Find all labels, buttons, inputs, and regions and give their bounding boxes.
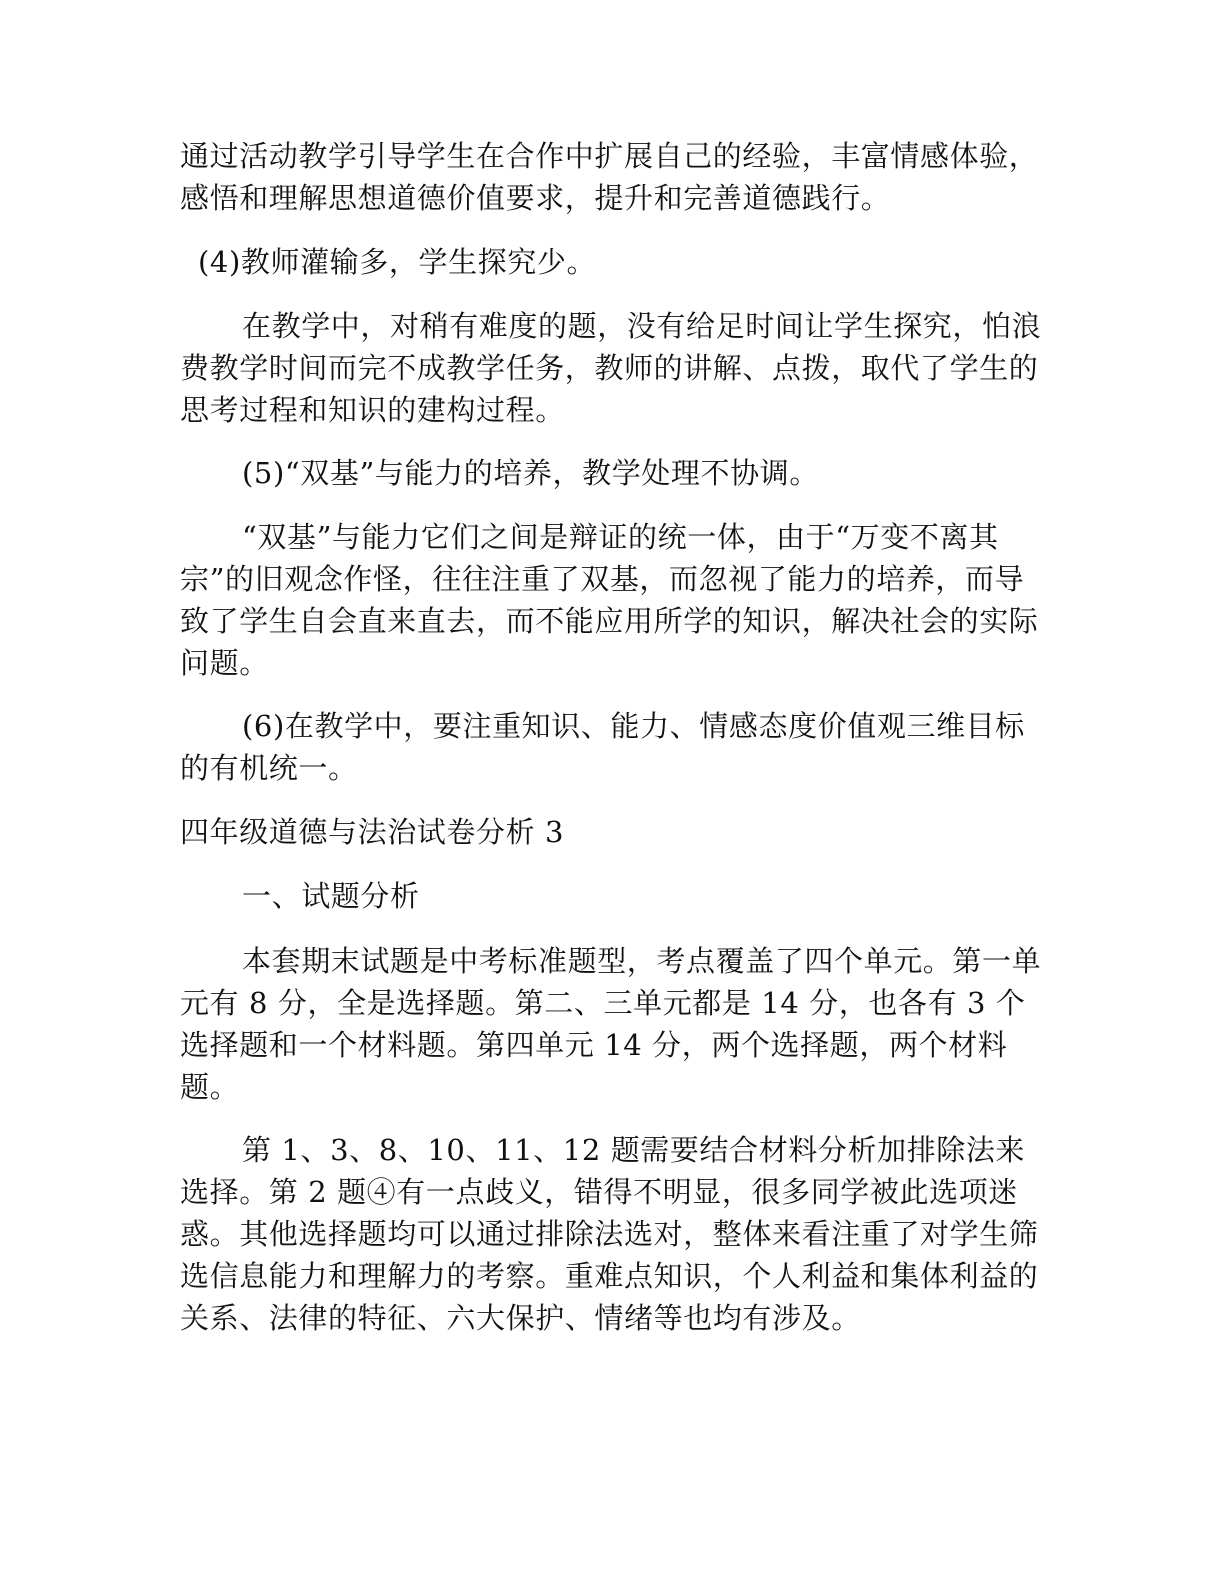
- paragraph-explore-time: 在教学中，对稍有难度的题，没有给足时间让学生探究，怕浪费教学时间而完不成教学任务，教师的讲解、点拨，取代了学生的思考过程和知识的建构过程。: [180, 309, 1042, 427]
- section-title: 四年级道德与法治试卷分析 3: [180, 815, 565, 849]
- paragraph-activity-teaching: 通过活动教学引导学生在合作中扩展自己的经验，丰富情感体验，感悟和理解思想道德价值要求，提升和完善道德践行。: [180, 139, 1039, 215]
- paragraph-exam-coverage: 本套期末试题是中考标准题型，考点覆盖了四个单元。第一单元有 8 分，全是选择题。第二、三单元都是 14 分，也各有 3 个选择题和一个材料题。第四单元 14 分，两个选择题，两个材料题。: [180, 944, 1042, 1104]
- subsection-title: 一、试题分析: [242, 879, 420, 913]
- heading-teacher-indoctrination: (4)教师灌输多，学生探究少。: [198, 245, 597, 279]
- paragraph-double-basics: “双基”与能力它们之间是辩证的统一体，由于“万变不离其宗”的旧观念作怪，往往注重了双基，而忽视了能力的培养，而导致了学生自会直来直去，而不能应用所学的知识，解决社会的实际问题。: [180, 520, 1039, 680]
- heading-double-basics: (5)“双基”与能力的培养，教学处理不协调。: [242, 456, 819, 490]
- paragraph-question-analysis: 第 1、3、8、10、11、12 题需要结合材料分析加排除法来选择。第 2 题④有一点歧义，错得不明显，很多同学被此选项迷惑。其他选择题均可以通过排除法选对，整体来看注重了对学生筛选信息能力和理解力的考察。重难点知识，个人利益和集体利益的关系、法律的特征、六大保护、情绪等也均有涉及。: [180, 1133, 1039, 1335]
- paragraph-three-goals: (6)在教学中，要注重知识、能力、情感态度价值观三维目标的有机统一。: [180, 709, 1025, 785]
